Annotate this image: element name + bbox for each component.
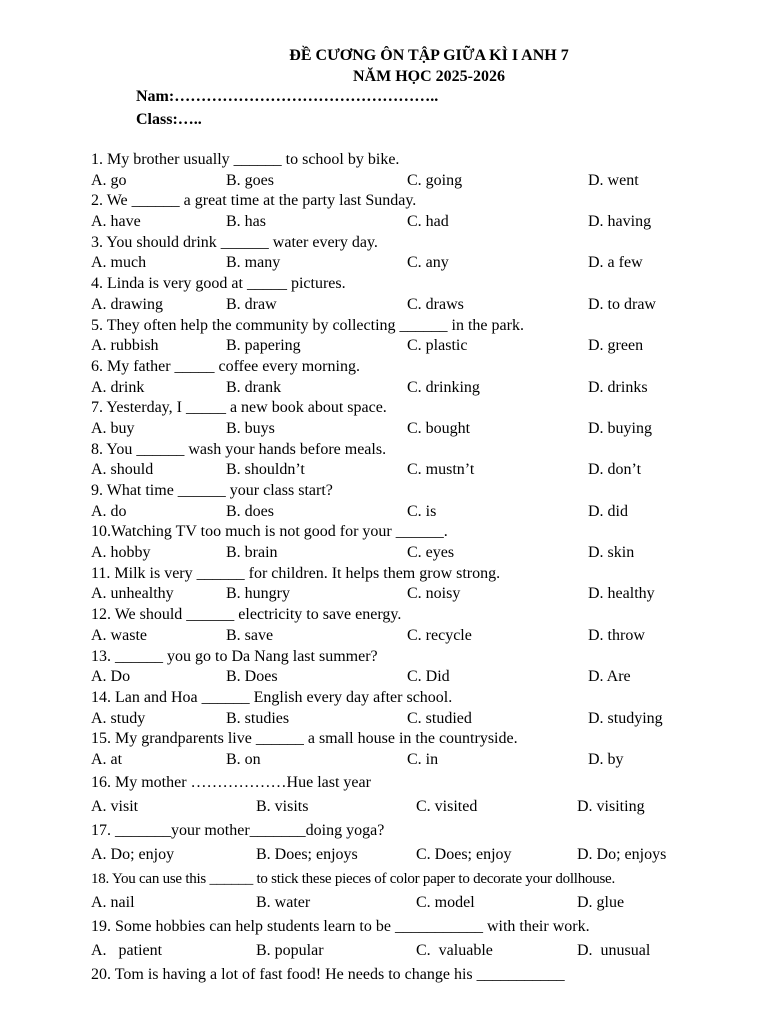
answer-option: C. is bbox=[407, 502, 437, 520]
answer-option: A. visit bbox=[91, 797, 139, 815]
question-text: 9. What time ______ your class start? bbox=[91, 482, 333, 499]
answer-option: C. Did bbox=[407, 668, 450, 686]
answer-option: B. visits bbox=[256, 797, 309, 815]
options-row bbox=[91, 295, 751, 316]
answer-option: A. go bbox=[91, 171, 127, 189]
options-row bbox=[91, 584, 751, 605]
question-item bbox=[91, 819, 751, 867]
options-row bbox=[91, 336, 751, 357]
question-text: 11. Milk is very ______ for children. It helps them grow strong. bbox=[91, 564, 501, 582]
answer-option: A. Do; enjoy bbox=[91, 845, 175, 863]
answer-option: A. buy bbox=[91, 419, 135, 437]
answer-option: C. model bbox=[416, 893, 475, 911]
answer-option: D. skin bbox=[588, 544, 635, 562]
answer-option: A. study bbox=[91, 709, 146, 727]
question-item bbox=[91, 398, 751, 439]
question-text: 2. We ______ a great time at the party last Sunday. bbox=[91, 192, 417, 210]
question-item bbox=[91, 688, 751, 729]
answer-option: B. shouldn’t bbox=[226, 461, 305, 479]
answer-option: A. should bbox=[91, 461, 154, 479]
answer-option: A. do bbox=[91, 502, 127, 520]
answer-option: A. drawing bbox=[91, 295, 163, 313]
question-item bbox=[91, 233, 751, 274]
answer-option: D. having bbox=[588, 213, 652, 231]
answer-option: B. draw bbox=[226, 295, 277, 313]
options-row bbox=[91, 939, 751, 963]
options-row bbox=[91, 543, 751, 564]
answer-option: C. going bbox=[407, 171, 463, 189]
question-text: 16. My mother ………………Hue last year bbox=[91, 773, 371, 791]
answer-option: C. draws bbox=[407, 295, 464, 313]
answer-option: D. throw bbox=[588, 626, 645, 644]
question-text: 20. Tom is having a lot of fast food! He needs to change his ___________ bbox=[91, 965, 565, 983]
answer-option: C. mustn’t bbox=[407, 461, 475, 479]
question-text: 13. ______ you go to Da Nang last summer? bbox=[91, 647, 378, 665]
answer-option: C. in bbox=[407, 750, 439, 768]
question-item bbox=[91, 150, 751, 191]
answer-option: D. a few bbox=[588, 254, 643, 272]
answer-option: B. hungry bbox=[226, 585, 290, 603]
options-row bbox=[91, 212, 751, 233]
answer-option: D. healthy bbox=[588, 585, 655, 603]
options-row bbox=[91, 460, 751, 481]
question-text: 3. You should drink ______ water every day. bbox=[91, 233, 378, 251]
answer-option: B. does bbox=[226, 502, 274, 520]
question-item bbox=[91, 963, 751, 987]
question-text: 14. Lan and Hoa ______ English every day after school. bbox=[91, 688, 453, 706]
document-title: ĐỀ CƯƠNG ÔN TẬP GIỮA KÌ I ANH 7 bbox=[289, 47, 569, 64]
answer-option: C. eyes bbox=[407, 544, 455, 562]
answer-option: C. Does; enjoy bbox=[416, 845, 512, 863]
answer-option: C. had bbox=[407, 213, 449, 231]
question-item bbox=[91, 771, 751, 819]
answer-option: B. goes bbox=[226, 171, 274, 189]
answer-option: C. any bbox=[407, 254, 449, 272]
options-row bbox=[91, 253, 751, 274]
answer-option: A. drink bbox=[91, 378, 145, 396]
question-item bbox=[91, 564, 751, 605]
answer-option: C. drinking bbox=[407, 378, 480, 396]
answer-option: A. nail bbox=[91, 893, 135, 911]
question-text: 15. My grandparents live ______ a small house in the countryside. bbox=[91, 730, 518, 748]
question-text: 6. My father _____ coffee every morning. bbox=[91, 357, 360, 375]
name-field: Nam:………………………………………….. bbox=[136, 88, 439, 105]
question-text: 7. Yesterday, I _____ a new book about space. bbox=[91, 399, 387, 417]
question-item bbox=[91, 316, 751, 357]
question-text: 18. You can use this ______ to stick these pieces of color paper to decorate your dollhouse. bbox=[91, 870, 615, 887]
answer-option: A. Do bbox=[91, 668, 131, 686]
answer-option: C. valuable bbox=[416, 941, 493, 959]
answer-option: B. water bbox=[256, 893, 311, 911]
school-year: NĂM HỌC 2025-2026 bbox=[353, 68, 505, 85]
answer-option: C. plastic bbox=[407, 337, 468, 355]
answer-option: C. recycle bbox=[407, 626, 472, 644]
answer-option: D. glue bbox=[577, 893, 625, 911]
answer-option: B. many bbox=[226, 254, 281, 272]
options-row bbox=[91, 419, 751, 440]
answer-option: D. don’t bbox=[588, 461, 642, 479]
question-item bbox=[91, 481, 751, 522]
answer-option: A. patient bbox=[91, 941, 163, 959]
answer-option: B. papering bbox=[226, 337, 301, 355]
question-item bbox=[91, 647, 751, 688]
options-row bbox=[91, 750, 751, 771]
answer-option: B. Does; enjoys bbox=[256, 845, 358, 863]
answer-option: C. studied bbox=[407, 709, 472, 727]
options-row bbox=[91, 667, 751, 688]
answer-option: B. save bbox=[226, 626, 274, 644]
answer-option: B. brain bbox=[226, 544, 278, 562]
answer-option: B. Does bbox=[226, 668, 278, 686]
answer-option: D. did bbox=[588, 502, 628, 520]
question-text: 17. _______your mother_______doing yoga? bbox=[91, 821, 385, 839]
answer-option: B. popular bbox=[256, 941, 324, 959]
class-field: Class:….. bbox=[136, 111, 202, 128]
question-item bbox=[91, 191, 751, 232]
question-item bbox=[91, 605, 751, 646]
answer-option: D. went bbox=[588, 171, 639, 189]
answer-option: B. on bbox=[226, 750, 261, 768]
question-item bbox=[91, 867, 751, 915]
answer-option: A. much bbox=[91, 254, 147, 272]
question-text: 5. They often help the community by collecting ______ in the park. bbox=[91, 316, 524, 334]
answer-option: B. drank bbox=[226, 378, 282, 396]
question-item bbox=[91, 915, 751, 963]
answer-option: D. visiting bbox=[577, 797, 645, 815]
answer-option: B. studies bbox=[226, 709, 290, 727]
answer-option: A. rubbish bbox=[91, 337, 159, 355]
answer-option: A. at bbox=[91, 750, 123, 768]
question-item bbox=[91, 729, 751, 770]
question-text: 1. My brother usually ______ to school by bike. bbox=[91, 151, 400, 168]
answer-option: A. waste bbox=[91, 626, 147, 644]
answer-option: D. unusual bbox=[577, 941, 651, 959]
answer-option: C. bought bbox=[407, 419, 471, 437]
options-row bbox=[91, 795, 751, 819]
answer-option: D. Are bbox=[588, 668, 631, 686]
answer-option: C. noisy bbox=[407, 585, 461, 603]
options-row bbox=[91, 626, 751, 647]
answer-option: D. green bbox=[588, 337, 644, 355]
answer-option: D. by bbox=[588, 750, 624, 768]
answer-option: D. Do; enjoys bbox=[577, 845, 667, 863]
answer-option: D. to draw bbox=[588, 295, 656, 313]
question-text: 19. Some hobbies can help students learn to be ___________ with their work. bbox=[91, 917, 590, 935]
question-item bbox=[91, 357, 751, 398]
question-item bbox=[91, 274, 751, 315]
answer-option: A. hobby bbox=[91, 544, 151, 562]
question-text: 4. Linda is very good at _____ pictures. bbox=[91, 275, 346, 293]
options-row bbox=[91, 891, 751, 915]
options-row bbox=[91, 709, 751, 730]
options-row bbox=[91, 378, 751, 399]
question-text: 12. We should ______ electricity to save energy. bbox=[91, 606, 402, 624]
answer-option: A. unhealthy bbox=[91, 585, 174, 603]
answer-option: B. buys bbox=[226, 419, 275, 437]
question-item bbox=[91, 440, 751, 481]
answer-option: A. have bbox=[91, 213, 141, 231]
answer-option: C. visited bbox=[416, 797, 478, 815]
options-row bbox=[91, 171, 751, 192]
answer-option: B. has bbox=[226, 213, 266, 231]
answer-option: D. buying bbox=[588, 419, 652, 437]
question-text: 8. You ______ wash your hands before meals. bbox=[91, 440, 387, 458]
question-list bbox=[91, 150, 751, 987]
answer-option: D. studying bbox=[588, 709, 663, 727]
options-row bbox=[91, 502, 751, 523]
answer-option: D. drinks bbox=[588, 378, 648, 396]
question-item bbox=[91, 522, 751, 563]
question-text: 10.Watching TV too much is not good for your ______. bbox=[91, 523, 448, 541]
options-row bbox=[91, 843, 751, 867]
